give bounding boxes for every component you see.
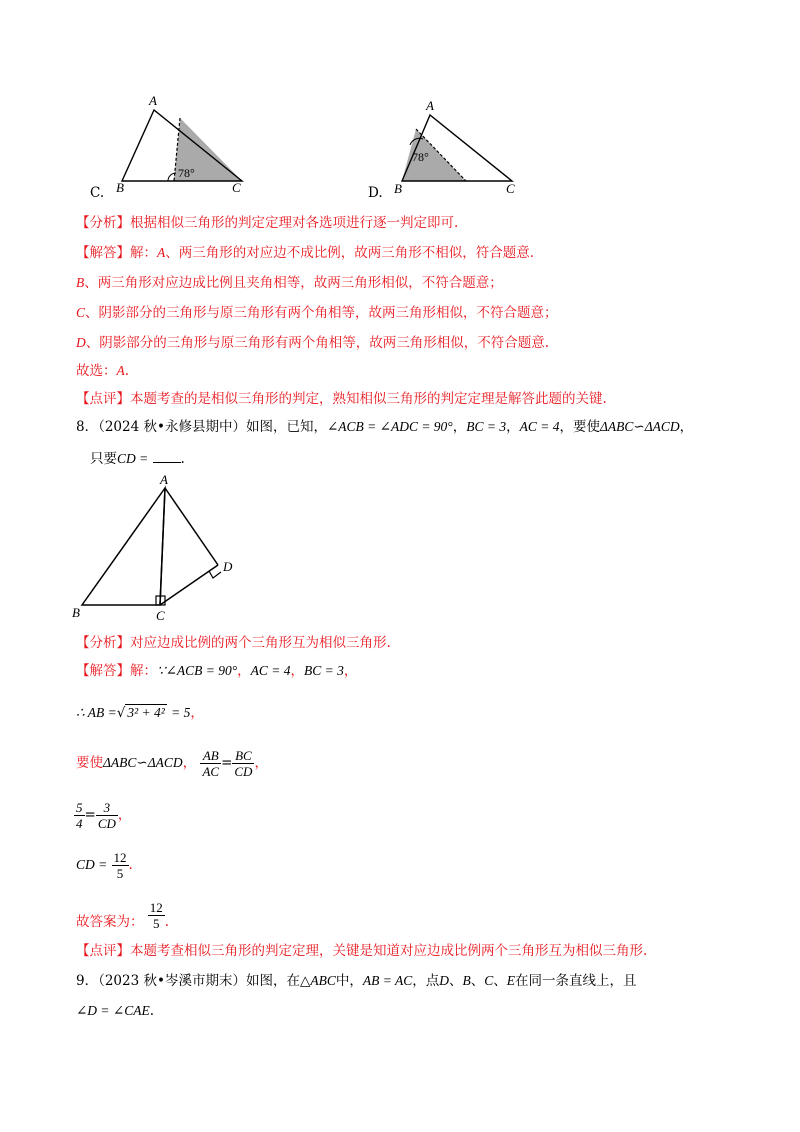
q9-stem-line2 — [76, 1002, 154, 1020]
answer-intro: 解： — [130, 663, 157, 679]
expr-rhs: = 5 — [171, 705, 191, 720]
vertex-a: A — [149, 93, 157, 108]
option-letter: A — [157, 245, 166, 260]
comment-tag: 【点评】 — [76, 391, 130, 407]
expr-bc: BC = 3 — [304, 663, 344, 678]
condition-similar: ΔABC∽ΔACD — [599, 419, 680, 434]
triangle-abc — [82, 488, 165, 605]
answer-line: 、两三角形对应边成比例且夹角相等，故两三角形相似，不符合题意； — [84, 275, 503, 291]
text: 要使 — [76, 755, 103, 771]
option-d-label: D. — [368, 185, 383, 201]
separator: ， — [452, 419, 467, 435]
numerator: 12 — [149, 900, 163, 915]
vertex-c: C — [232, 180, 241, 195]
stem-text: ，点 — [412, 973, 440, 989]
option-letter: D — [76, 335, 86, 350]
expr-lhs: CD = — [76, 857, 108, 872]
q8-answer-line4 — [74, 800, 131, 831]
question-number: 9． — [76, 973, 99, 989]
q7-answer-a — [76, 244, 534, 262]
q7-answer-d — [76, 334, 549, 352]
final-prefix: 故答案为： — [76, 914, 144, 930]
q8-analysis — [76, 634, 391, 652]
answer-line: 、两三角形的对应边不成比例，故两三角形不相似，符合题意. — [165, 245, 535, 261]
stem-text: 只要 — [90, 451, 117, 467]
answer-line: 、阴影部分的三角形与原三角形有两个角相等，故两三角形相似，不符合题意； — [85, 305, 558, 321]
stem-text: ，要使 — [559, 419, 600, 435]
q7-choice — [76, 362, 129, 380]
expr-lhs: ∴ AB = — [76, 705, 117, 720]
q9-stem — [76, 972, 636, 990]
choice-prefix: 故选： — [76, 363, 117, 379]
q8-answer-line2 — [76, 704, 204, 722]
stem-end: . — [180, 451, 185, 467]
separator: 、 — [470, 973, 485, 989]
option-letter: B — [76, 275, 85, 290]
stem-text: 在同一条直线上，且 — [514, 973, 637, 989]
analysis-tag: 【分析】 — [76, 635, 130, 651]
analysis-text: 根据相似三角形的判定定理对各选项进行逐一判定即可. — [130, 215, 459, 231]
fraction-ab-ac — [200, 748, 221, 779]
sqrt-icon: √ — [116, 705, 126, 721]
answer-tag: 【解答】 — [76, 663, 130, 679]
point-b: B — [462, 973, 471, 988]
comment-text: 本题考查的是相似三角形的判定，熟知相似三角形的判定定理是解答此题的关键. — [130, 391, 607, 407]
option-letter: C — [76, 305, 86, 320]
choice-suffix: . — [124, 363, 130, 379]
numerator: 3 — [96, 800, 118, 816]
vertex-b: B — [116, 180, 124, 195]
stem-text: 如图，已知， — [245, 419, 327, 435]
q8-stem — [76, 418, 693, 436]
equals: = — [221, 755, 233, 771]
point-e: E — [506, 973, 515, 988]
denominator: AC — [202, 764, 220, 779]
vertex-b: B — [72, 605, 80, 620]
vertex-b: B — [394, 181, 402, 195]
vertex-a: A — [426, 98, 434, 113]
answer-blank — [153, 448, 181, 463]
separator: . — [128, 857, 133, 873]
fraction-final — [148, 900, 165, 931]
separator: ， — [254, 755, 268, 771]
stem-text: 中， — [335, 973, 363, 989]
answer-line: 、阴影部分的三角形与原三角形有两个角相等，故两三角形相似，不符合题意. — [85, 335, 550, 351]
numerator: AB — [200, 748, 221, 764]
option-c-label: C. — [90, 185, 105, 201]
equals: = — [84, 807, 96, 823]
q8-answer-line1 — [76, 662, 357, 680]
angle-label: 78° — [412, 150, 429, 164]
vertex-c: C — [156, 608, 165, 623]
q7-comment — [76, 390, 607, 408]
denominator: CD — [97, 816, 116, 831]
point-c: C — [484, 973, 494, 988]
right-angle-mark-d — [209, 571, 221, 578]
figure-option-d — [390, 95, 530, 195]
segment-ad — [165, 488, 218, 565]
vertex-a: A — [160, 472, 168, 487]
separator: ， — [679, 419, 694, 435]
numerator: BC — [232, 748, 254, 764]
numerator: 12 — [113, 850, 127, 865]
point-d: D — [439, 973, 449, 988]
figure-option-c — [110, 90, 250, 195]
q7-analysis — [76, 214, 458, 232]
separator: ， — [343, 663, 358, 679]
expr-angle: ∵∠ACB = 90° — [157, 663, 238, 678]
radicand: 3² + 4² — [127, 705, 165, 720]
vertex-c: C — [506, 181, 515, 195]
question-source: （2024 秋•永修县期中） — [98, 419, 246, 435]
separator: 、 — [448, 973, 463, 989]
answer-tag: 【解答】 — [76, 245, 130, 261]
stem-text: 如图，在△ — [245, 973, 311, 989]
condition-angles: ∠ACB = ∠ADC = 90° — [326, 419, 453, 434]
fraction-3-cd — [96, 800, 118, 831]
condition-angles: ∠D = ∠CAE — [76, 1003, 150, 1018]
q8-answer-line5 — [76, 850, 133, 881]
fraction-bc-cd — [232, 748, 254, 779]
separator: . — [164, 914, 170, 930]
q8-stem-line2 — [90, 448, 185, 468]
expr-similar: ΔABC∽ΔACD — [103, 755, 183, 770]
numerator: 5 — [76, 800, 83, 815]
separator: 、 — [493, 973, 507, 989]
comment-tag: 【点评】 — [76, 943, 130, 959]
comment-text: 本题考查相似三角形的判定定理，关键是知道对应边成比例两个三角形互为相似三角形. — [130, 943, 648, 959]
vertex-d: D — [223, 559, 233, 574]
separator: ， — [237, 663, 251, 679]
question-number: 8． — [76, 419, 99, 435]
denominator: 5 — [153, 916, 160, 931]
separator: ， — [506, 419, 520, 435]
q7-answer-c — [76, 304, 558, 322]
denominator: CD — [234, 764, 253, 779]
analysis-tag: 【分析】 — [76, 215, 130, 231]
denominator: 4 — [76, 816, 83, 831]
separator: ， — [190, 705, 204, 721]
segment-ac — [160, 488, 165, 605]
condition-ac: AC = 4 — [519, 419, 560, 434]
choice-value: A — [116, 363, 125, 378]
separator: ， — [290, 663, 305, 679]
separator: ， — [117, 807, 132, 823]
denominator: 5 — [116, 866, 124, 881]
question-source: （2023 秋•岑溪市期末） — [98, 973, 246, 989]
fraction-12-5 — [112, 850, 129, 881]
q8-answer-line3 — [76, 748, 268, 779]
triangle-name: ABC — [310, 973, 336, 988]
expr-ac: AC = 4 — [250, 663, 291, 678]
angle-label: 78° — [178, 166, 195, 180]
q8-final-answer — [76, 900, 169, 931]
q7-answer-b — [76, 274, 503, 292]
q8-comment — [76, 942, 647, 960]
analysis-text: 对应边成比例的两个三角形互为相似三角形. — [130, 635, 391, 651]
ask-expression: CD = — [117, 451, 149, 466]
answer-intro: 解： — [130, 245, 157, 261]
separator: ， — [182, 755, 197, 771]
fraction-5-4 — [74, 800, 85, 831]
condition-ab-ac: AB = AC — [362, 973, 413, 988]
condition-bc: BC = 3 — [466, 419, 507, 434]
stem-end: . — [149, 1003, 155, 1019]
figure-q8 — [68, 470, 248, 625]
